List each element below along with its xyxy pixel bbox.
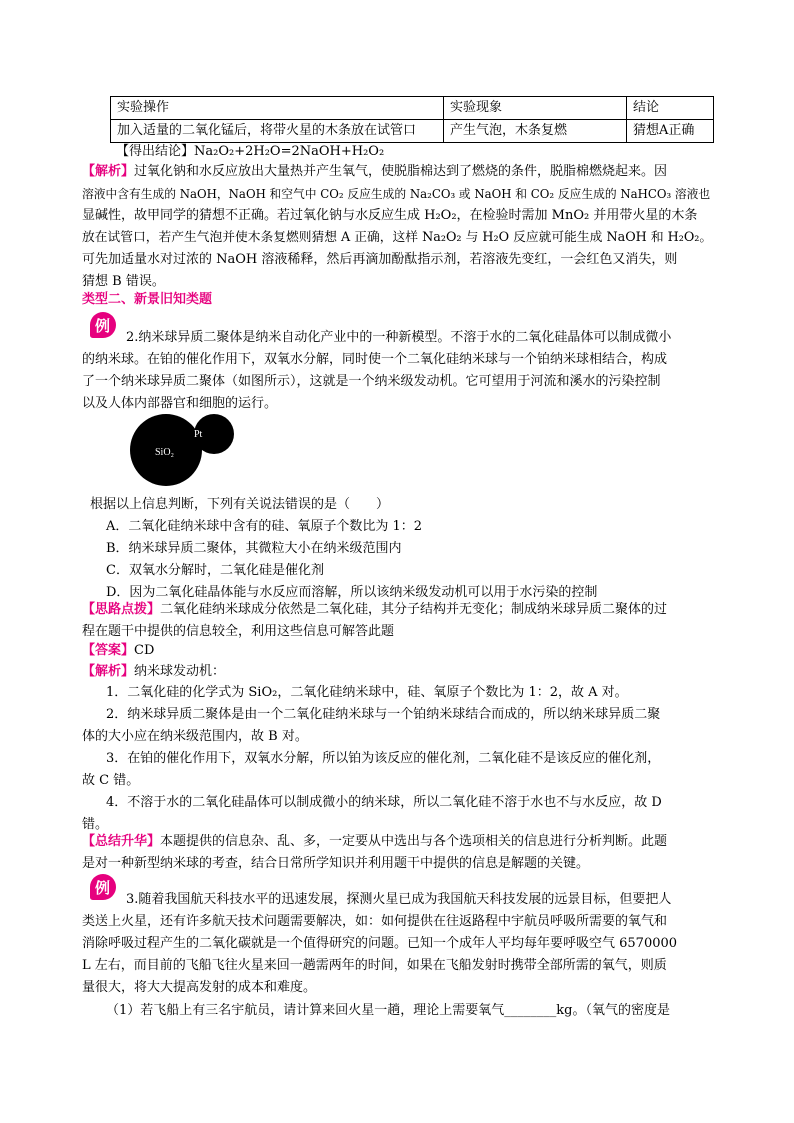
badge-char: 例 <box>95 879 111 897</box>
analysis-paragraph-line: 可先加适量水对过浓的 NaOH 溶液稀释，然后再滴加酚酞指示剂，若溶液先变红，一会红色又消失，则 <box>82 252 678 267</box>
table-header-cell: 实验现象 <box>444 97 627 120</box>
thinking-text: 二氧化硅纳米球成分依然是二氧化硅，其分子结构并无变化；制成纳米球异质二聚体的过 <box>160 602 668 617</box>
analysis-intro: 纳米球发动机： <box>134 664 226 679</box>
analysis-paragraph-line: 溶液中含有生成的 NaOH，NaOH 和空气中 CO₂ 反应生成的 Na₂CO₃ 或 NaOH 和 CO₂ 反应生成的 NaHCO₃ 溶液也 <box>82 187 711 201</box>
question-line: 的纳米球。在铂的催化作用下，双氧水分解，同时使一个二氧化硅纳米球与一个铂纳米球相结合，构成 <box>82 352 668 367</box>
analysis-paragraph-line <box>82 163 667 181</box>
analysis-line: 3．在铂的催化作用下，双氧水分解，所以铂为该反应的催化剂，二氧化硅不是该反应的催化剂， <box>106 751 661 766</box>
analysis-line: 1．二氧化硅的化学式为 SiO₂，二氧化硅纳米球中，硅、氧原子个数比为 1：2，故 A 对。 <box>106 685 628 700</box>
question-line: 3.随着我国航天科技水平的迅速发展，探测火星已成为我国航天科技发展的远景目标，但要把人 <box>126 892 672 907</box>
table-cell: 加入适量的二氧化锰后，将带火星的木条放在试管口 <box>111 120 444 143</box>
answer-text: CD <box>134 643 155 658</box>
analysis-paragraph-line: 猜想 B 错误。 <box>82 274 165 289</box>
experiment-table <box>110 96 714 143</box>
table-header-cell: 实验操作 <box>111 97 444 120</box>
table-cell: 产生气泡，木条复燃 <box>444 120 627 143</box>
table-header-row <box>111 97 714 120</box>
table-cell: 猜想A正确 <box>627 120 714 143</box>
analysis-paragraph-line: 显碱性，故甲同学的猜想不正确。若过氧化钠与水反应生成 H₂O₂，在检验时需加 MnO₂ 并用带火星的木条 <box>82 208 698 223</box>
summary-line: 是对一种新型纳米球的考查，结合日常所学知识并利用题干中提供的信息是解题的关键。 <box>82 856 590 871</box>
summary-line <box>82 833 667 851</box>
question-line: 以及人体内部器官和细胞的运行。 <box>82 396 278 411</box>
analysis-tag: 【解析】 <box>82 664 135 679</box>
analysis-line <box>82 663 225 681</box>
analysis-line: 错。 <box>82 817 109 832</box>
nanosphere-dimer-figure <box>128 410 243 490</box>
example-badge <box>90 312 118 340</box>
analysis-line: 4．不溶于水的二氧化硅晶体可以制成微小的纳米球，所以二氧化硅不溶于水也不与水反应，故 D <box>106 795 662 810</box>
table-row <box>111 120 714 143</box>
option-b: B．纳米球异质二聚体，其微粒大小在纳米级范围内 <box>106 541 402 556</box>
analysis-text: 过氧化钠和水反应放出大量热并产生氧气，使脱脂棉达到了燃烧的条件，脱脂棉燃烧起来。因 <box>134 164 668 179</box>
question-line: 了一个纳米球异质二聚体（如图所示），这就是一个纳米级发动机。它可望用于河流和溪水的污染控制 <box>82 374 661 389</box>
question-line: 类送上火星，还有许多航天技术问题需要解决，如：如何提供在往返路程中宇航员呼吸所需要的氧气和 <box>82 914 668 929</box>
example-badge <box>90 874 118 902</box>
option-a: A．二氧化硅纳米球中含有的硅、氧原子个数比为 1：2 <box>106 519 423 534</box>
sub-question-line: （1）若飞船上有三名宇航员，请计算来回火星一趟，理论上需要氧气________kg。（氧气的密度是 <box>106 1003 670 1018</box>
analysis-line: 体的大小应在纳米级范围内，故 B 对。 <box>82 729 308 744</box>
question-stem: 根据以上信息判断，下列有关说法错误的是（ ） <box>90 497 390 512</box>
sio2-label: SiO₂ <box>155 447 175 458</box>
section-title: 类型二、新景旧知类题 <box>82 292 213 307</box>
question-line: 消除呼吸过程产生的二氧化碳就是一个值得研究的问题。已知一个成年人平均每年要呼吸空气 6570000 <box>82 936 678 951</box>
analysis-tag: 【解析】 <box>82 164 135 179</box>
analysis-line: 2．纳米球异质二聚体是由一个二氧化硅纳米球与一个铂纳米球结合而成的，所以纳米球异质二聚 <box>106 707 661 722</box>
question-line: L 左右，而目前的飞船飞往火星来回一趟需两年的时间，如果在飞船发射时携带全部所需的氧气，则质 <box>82 958 667 973</box>
analysis-line: 故 C 错。 <box>82 773 140 788</box>
question-line: 2.纳米球异质二聚体是纳米自动化产业中的一种新模型。不溶于水的二氧化硅晶体可以制成微小 <box>126 330 672 345</box>
answer-line <box>82 642 154 660</box>
option-c: C．双氧水分解时，二氧化硅是催化剂 <box>106 563 324 578</box>
badge-char: 例 <box>95 317 111 335</box>
conclusion-line: 【得出结论】Na₂O₂+2H₂O=2NaOH+H₂O₂ <box>116 144 385 159</box>
analysis-paragraph-line: 放在试管口，若产生气泡并使木条复燃则猜想 A 正确，这样 Na₂O₂ 与 H₂O 反应就可能生成 NaOH 和 H₂O₂。 <box>82 230 713 245</box>
question-line: 量很大，将大大提高发射的成本和难度。 <box>82 980 317 995</box>
thinking-line <box>82 601 667 619</box>
summary-tag: 【总结升华】 <box>82 834 161 849</box>
option-d: D．因为二氧化硅晶体能与水反应而溶解，所以该纳米级发动机可以用于水污染的控制 <box>106 585 598 600</box>
answer-tag: 【答案】 <box>82 643 135 658</box>
summary-text: 本题提供的信息杂、乱、多，一定要从中选出与各个选项相关的信息进行分析判断。此题 <box>160 834 668 849</box>
thinking-line: 程在题干中提供的信息较全，利用这些信息可解答此题 <box>82 624 395 639</box>
pt-label: Pt <box>194 429 203 440</box>
table-header-cell: 结论 <box>627 97 714 120</box>
thinking-tag: 【思路点拨】 <box>82 602 161 617</box>
